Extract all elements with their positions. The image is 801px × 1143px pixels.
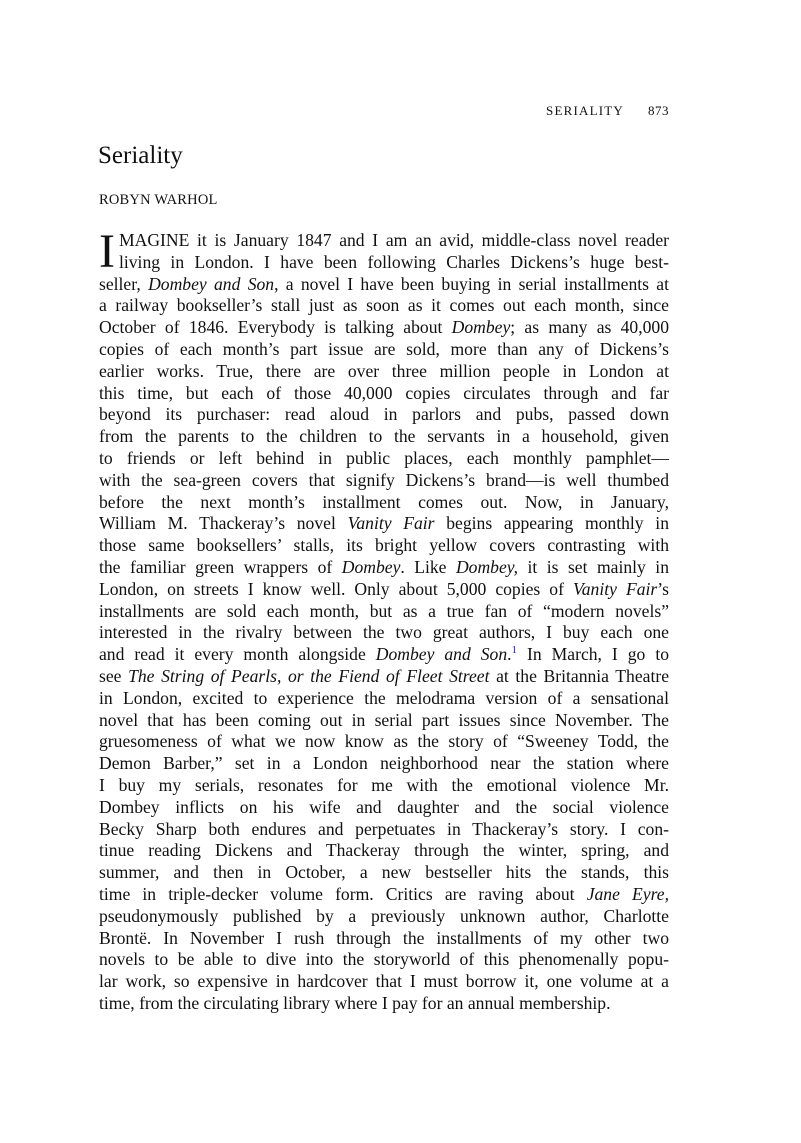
text-run: tinue reading Dickens and Thackeray through the winter, spring, and [99,840,669,861]
text-run: Becky Sharp both endures and perpetuates in Thackeray’s story. I con- [99,818,669,839]
text-run: In March, I go to [517,644,670,665]
text-line [99,819,669,841]
text-run: lar work, so expensive in hardcover that I must borrow it, one volume at a [99,971,669,992]
drop-cap: I [99,225,115,278]
text-run: Dombey inflicts on his wife and daughter and the social violence [99,796,669,817]
text-run: and read it every month alongside [99,644,376,665]
text-line [99,448,669,470]
text-run: copies of each month’s part issue are sold, more than any of Dickens’s [99,338,669,359]
text-run: this time, but each of those 40,000 copies circulates through and far [99,382,669,403]
text-line [99,993,669,1015]
text-line [99,840,669,862]
text-line [99,775,669,797]
text-line [99,426,669,448]
text-line [99,513,669,535]
italic-title: Vanity Fair [347,513,435,534]
text-run: from the parents to the children to the servants in a household, given [99,426,669,447]
text-run: time in triple-decker volume form. Critics are raving about [99,883,587,904]
article-title: Seriality [98,142,183,169]
text-line [99,797,669,819]
text-run: , a novel I have been buying in serial installments at [274,273,669,294]
text-run: Brontë. In November I rush through the installments of my other two [99,927,669,948]
text-line [99,361,669,383]
text-line [99,535,669,557]
text-run: beyond its purchaser: read aloud in parlors and pubs, passed down [99,404,669,425]
text-line [99,317,669,339]
text-run: before the next month’s installment comes out. Now, in January, [99,491,669,512]
text-run: novels to be able to dive into the storyworld of this phenomenally popu- [99,949,669,970]
footnote-link[interactable]: 1 [511,644,518,657]
text-line [99,339,669,361]
text-line [99,666,669,688]
text-line [99,492,669,514]
italic-title: The String of Pearls, or the Fiend of Fleet Street [128,665,490,686]
text-run: . Like [400,556,456,577]
text-line [99,688,669,710]
text-line [99,295,669,317]
text-run: with the sea-green covers that signify Dickens’s brand—is well thumbed [99,469,669,490]
text-run: ’s [657,578,669,599]
text-run: living in London. I have been following Charles Dickens’s huge best- [118,251,669,272]
text-run: a railway bookseller’s stall just as soon as it comes out each month, since [99,295,669,316]
italic-title: Jane Eyre, [586,883,669,904]
italic-title: Vanity Fair [572,578,658,599]
italic-title: Dombey and Son [148,273,275,294]
text-line [99,252,669,274]
text-run: the familiar green wrappers of [99,556,342,577]
text-line [99,274,669,296]
text-line [99,383,669,405]
text-run: summer, and then in October, a new bestseller hits the stands, this [99,862,669,883]
text-line [99,906,669,928]
text-run: ; as many as 40,000 [510,317,670,338]
text-run: time, from the circulating library where I pay for an annual membership. [99,992,611,1013]
text-line [99,557,669,579]
text-line [99,230,669,252]
text-run: it is set mainly in [518,556,669,577]
text-run: installments are sold each month, but as a true fan of “modern novels” [99,600,669,621]
text-line [99,949,669,971]
text-run: in London, excited to experience the melodrama version of a sensational [99,687,669,708]
text-run: interested in the rivalry between the two great authors, I buy each one [99,622,669,643]
text-line [99,753,669,775]
text-line [99,731,669,753]
section-title: SERIALITY [546,103,624,118]
text-run: October of 1846. Everybody is talking about [99,317,452,338]
text-line [99,644,669,666]
text-line [99,404,669,426]
text-line [99,601,669,623]
text-line [99,710,669,732]
text-line [99,622,669,644]
text-line [99,862,669,884]
text-run: Demon Barber,” set in a London neighborhood near the station where [99,753,669,774]
running-head [99,103,669,119]
italic-title: Dombey [341,556,401,577]
text-run: to friends or left behind in public places, each monthly pamphlet— [99,447,669,468]
text-line [99,579,669,601]
text-run: novel that has been coming out in serial part issues since November. The [99,709,669,730]
text-run: seller, [99,273,149,294]
text-line [99,928,669,950]
text-run: gruesomeness of what we now know as the story of “Sweeney Todd, the [99,731,669,752]
text-line [99,971,669,993]
text-line [99,884,669,906]
text-run: London, on streets I know well. Only about 5,000 copies of [99,578,573,599]
text-run: at the Britannia Theatre [489,665,669,686]
text-run: MAGINE it is January 1847 and I am an avid, middle-class novel reader [118,230,669,250]
text-line [99,470,669,492]
text-run: William M. Thackeray’s novel [99,513,348,534]
italic-title: Dombey and Son [375,644,508,665]
italic-title: Dombey, [455,556,519,577]
text-run: . [507,644,512,665]
author-name: ROBYN WARHOL [99,192,218,208]
text-run: begins appearing monthly in [434,513,669,534]
text-run: pseudonymously published by a previously unknown author, Charlotte [99,905,669,926]
text-run: earlier works. True, there are over three million people in London at [99,360,669,381]
text-run: I buy my serials, resonates for me with the emotional violence Mr. [99,774,669,795]
page-number: 873 [648,103,669,118]
text-run: see [99,665,129,686]
body-paragraph [99,225,670,1015]
text-run: those same booksellers’ stalls, its bright yellow covers contrasting with [99,535,669,556]
italic-title: Dombey [451,317,511,338]
